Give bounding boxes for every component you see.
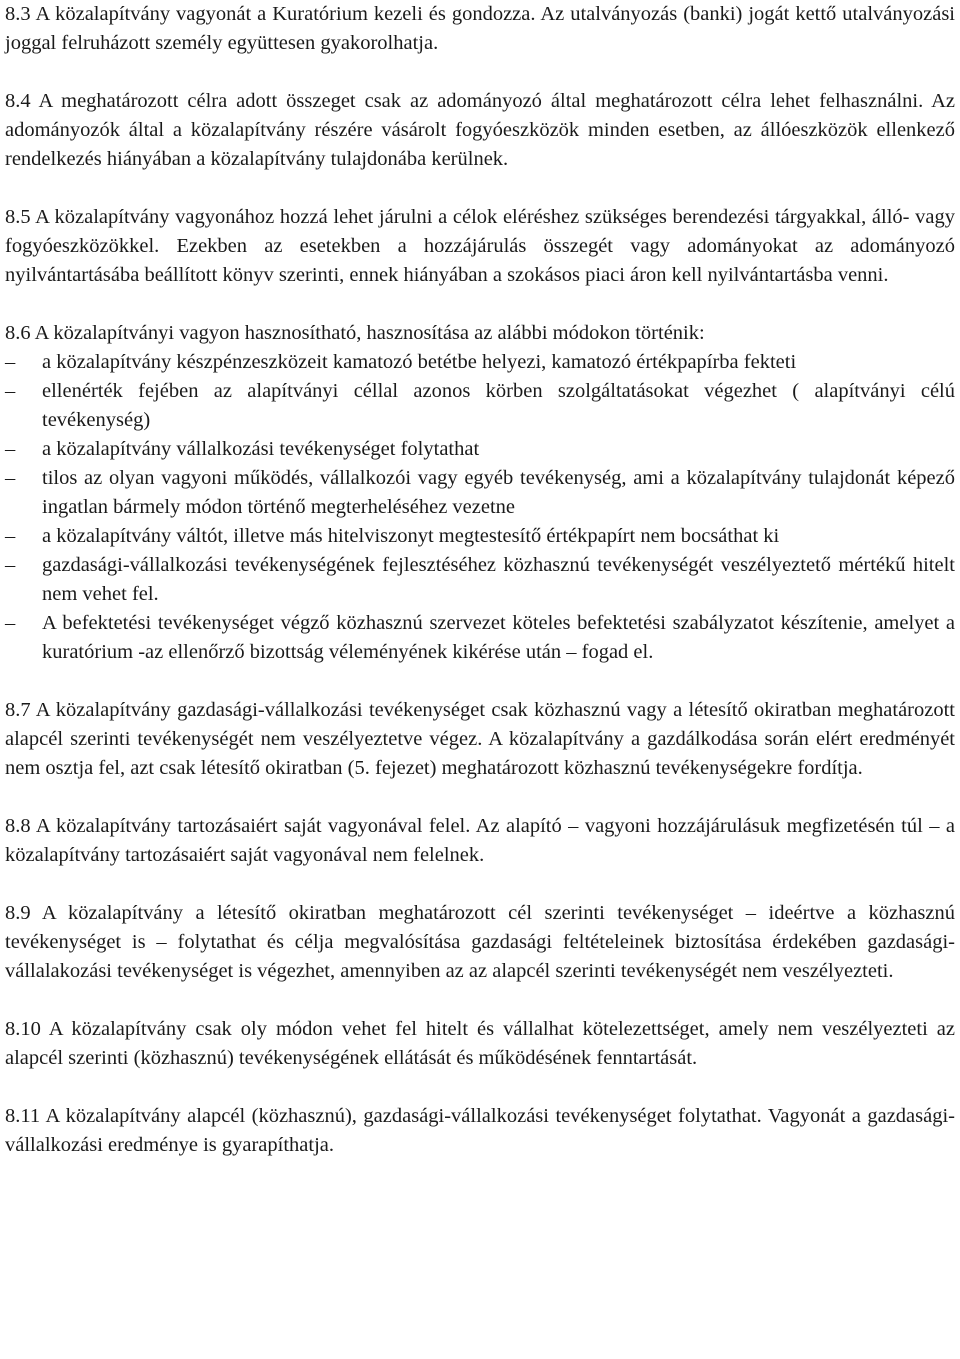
dash-bullet: – bbox=[5, 438, 16, 460]
section-8-6 bbox=[5, 319, 955, 667]
paragraph-8-4: 8.4 A meghatározott célra adott összeget csak az adományozó által meghatározott célra lehet felhasználni. Az adományozók által a közalapítvány részére vásárolt fogyóeszközök minden esetben, az állóeszközök ellenkező rendelkezés hiányában a közalapítvány tulajdonába kerülnek. bbox=[5, 90, 955, 170]
paragraph-8-5: 8.5 A közalapítvány vagyonához hozzá lehet járulni a célok eléréshez szükséges berendezési tárgyakkal, álló- vagy fogyóeszközökkel. Ezekben az esetekben a hozzájárulás összegét vagy adományokat az adományozó nyilvántartásába beállított könyv szerinti, ennek hiányában a szokásos piaci áron kell nyilvántartásba venni. bbox=[5, 206, 955, 286]
paragraph-8-11: 8.11 A közalapítvány alapcél (közhasznú), gazdasági-vállalkozási tevékenységet folytathat. Vagyonát a gazdasági-vállalkozási eredménye is gyarapíthatja. bbox=[5, 1105, 955, 1156]
utilization-list bbox=[5, 348, 955, 667]
list-item bbox=[5, 551, 955, 609]
paragraph-8-6-intro: 8.6 A közalapítványi vagyon hasznosítható, hasznosítása az alábbi módokon történik: bbox=[5, 322, 705, 344]
dash-bullet: – bbox=[5, 380, 16, 402]
dash-bullet: – bbox=[5, 554, 16, 576]
paragraph-8-7: 8.7 A közalapítvány gazdasági-vállalkozási tevékenységet csak közhasznú vagy a létesítő okiratban meghatározott alapcél szerinti tevékenységét nem veszélyeztetve végez. A közalapítvány a gazdálkodása során elért eredményét nem osztja fel, azt csak létesítő okiratban (5. fejezet) meghatározott közhasznú tevékenységekre fordítja. bbox=[5, 699, 955, 779]
list-item-text: gazdasági-vállalkozási tevékenységének fejlesztéséhez közhasznú tevékenységét veszélyeztető mértékű hitelt nem vehet fel. bbox=[42, 554, 955, 605]
dash-bullet: – bbox=[5, 525, 16, 547]
dash-bullet: – bbox=[5, 351, 16, 373]
dash-bullet: – bbox=[5, 467, 16, 489]
paragraph-8-10: 8.10 A közalapítvány csak oly módon vehet fel hitelt és vállalhat kötelezettséget, amely nem veszélyezteti az alapcél szerinti (közhasznú) tevékenységének ellátását és működésének fenntartását. bbox=[5, 1018, 955, 1069]
list-item bbox=[5, 609, 955, 667]
dash-bullet: – bbox=[5, 612, 16, 634]
list-item bbox=[5, 464, 955, 522]
list-item-text: A befektetési tevékenységet végző közhasznú szervezet köteles befektetési szabályzatot készítenie, amelyet a kuratórium -az ellenőrző bizottság véleményének kikérése után – fogad el. bbox=[42, 612, 955, 663]
list-item-text: a közalapítvány készpénzeszközeit kamatozó betétbe helyezi, kamatozó értékpapírba fekteti bbox=[42, 351, 797, 373]
list-item bbox=[5, 348, 955, 377]
paragraph-8-9: 8.9 A közalapítvány a létesítő okiratban meghatározott cél szerinti tevékenységet – ideértve a közhasznú tevékenységet is – folytathat és célja megvalósítása gazdasági feltételeinek biztosítása érdekében gazdasági-vállalakozási tevékenységet is végezhet, amennyiben az az alapcél szerinti tevékenységét nem veszélyezteti. bbox=[5, 902, 955, 982]
paragraph-8-8: 8.8 A közalapítvány tartozásaiért saját vagyonával felel. Az alapító – vagyoni hozzájárulásuk megfizetésén túl – a közalapítvány tartozásaiért saját vagyonával nem felelnek. bbox=[5, 815, 955, 866]
list-item bbox=[5, 377, 955, 435]
list-item-text: tilos az olyan vagyoni működés, vállalkozói vagy egyéb tevékenység, ami a közalapítvány tulajdonát képező ingatlan bármely módon történő megterheléséhez vezetne bbox=[42, 467, 955, 518]
list-item-text: a közalapítvány vállalkozási tevékenységet folytathat bbox=[42, 438, 480, 460]
list-item-text: ellenérték fejében az alapítványi céllal azonos körben szolgáltatásokat végezhet ( alapítványi célú tevékenység) bbox=[42, 380, 955, 431]
paragraph-8-3: 8.3 A közalapítvány vagyonát a Kuratórium kezeli és gondozza. Az utalványozás (banki) jogát kettő utalványozási joggal felruházott személy együttesen gyakorolhatja. bbox=[5, 3, 955, 54]
list-item bbox=[5, 435, 955, 464]
list-item bbox=[5, 522, 955, 551]
document-page bbox=[5, 0, 955, 1160]
list-item-text: a közalapítvány váltót, illetve más hitelviszonyt megtestesítő értékpapírt nem bocsáthat ki bbox=[42, 525, 780, 547]
